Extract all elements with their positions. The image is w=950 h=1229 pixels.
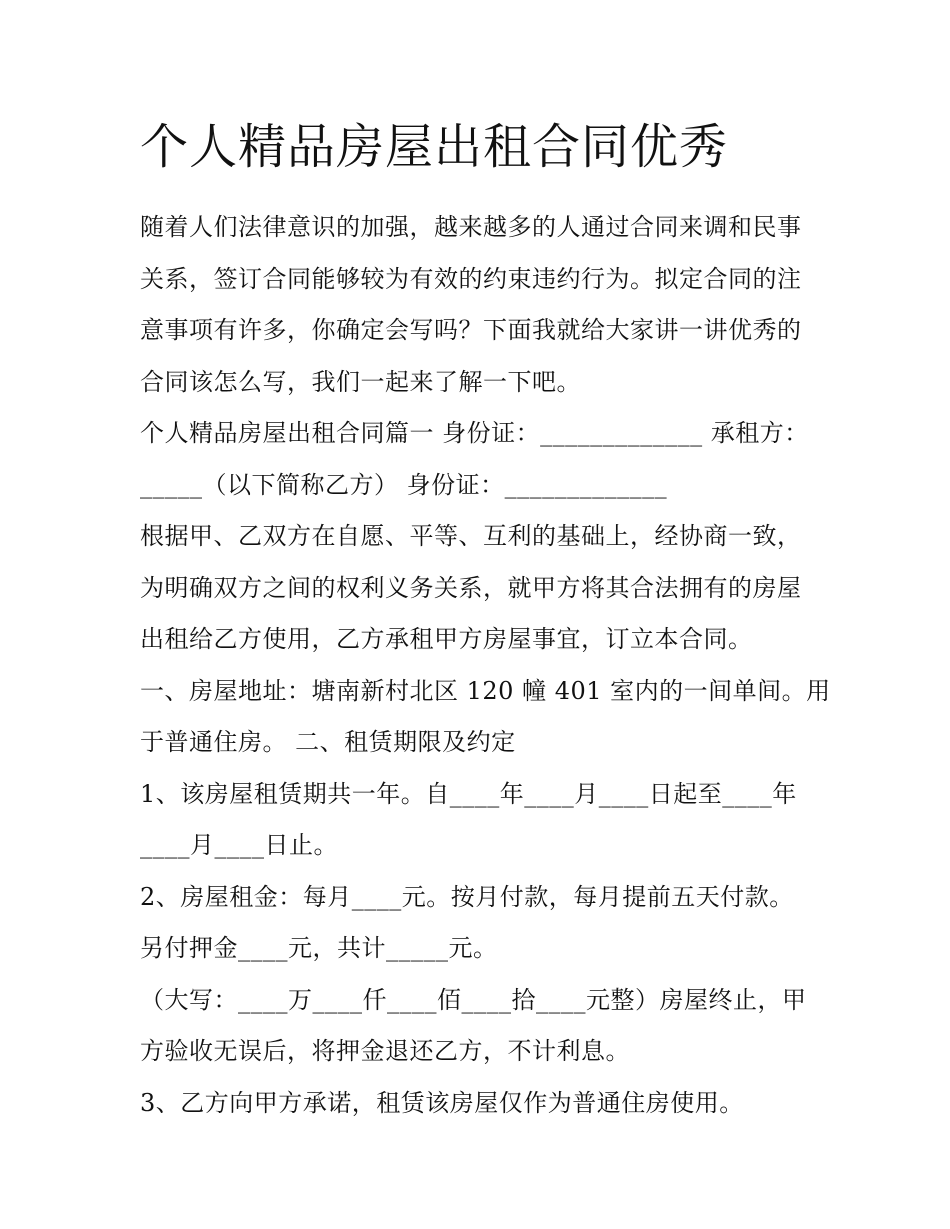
body-line: 一、房屋地址：塘南新村北区 120 幢 401 室内的一间单间。用 (140, 676, 831, 705)
body-line: 个人精品房屋出租合同篇一 身份证：_____________ 承租方： (140, 419, 809, 447)
body-line: 于普通住房。 二、租赁期限及约定 (140, 728, 516, 756)
body-line: 合同该怎么写，我们一起来了解一下吧。 (140, 367, 581, 396)
body-line: （大写：____万____仟____佰____拾____元整）房屋终止，甲 (140, 985, 807, 1014)
body-line: 随着人们法律意识的加强，越来越多的人通过合同来调和民事 (140, 213, 802, 241)
body-line: 1、该房屋租赁期共一年。自____年____月____日起至____年 (140, 779, 797, 808)
body-line: 另付押金____元，共计_____元。 (140, 934, 498, 962)
body-line: 2、房屋租金：每月____元。按月付款，每月提前五天付款。 (140, 882, 794, 911)
body-line: _____（以下简称乙方） 身份证：_____________ (140, 470, 668, 499)
body-line: 关系，签订合同能够较为有效的约束违约行为。拟定合同的注 (140, 264, 802, 293)
document-page (140, 112, 831, 1129)
body-line: 根据甲、乙双方在自愿、平等、互利的基础上，经协商一致， (140, 522, 802, 550)
body-line: 出租给乙方使用，乙方承租甲方房屋事宜，订立本合同。 (140, 625, 753, 653)
body-line: 方验收无误后，将押金退还乙方，不计利息。 (140, 1037, 630, 1065)
body-line: 为明确双方之间的权利义务关系，就甲方将其合法拥有的房屋 (140, 573, 802, 602)
body-line: 3、乙方向甲方承诺，租赁该房屋仅作为普通住房使用。 (140, 1088, 744, 1117)
body-line: 意事项有许多，你确定会写吗？下面我就给大家讲一讲优秀的 (140, 316, 802, 344)
document-title: 个人精品房屋出租合同优秀 (140, 119, 729, 175)
body-line: ____月____日止。 (140, 831, 338, 859)
